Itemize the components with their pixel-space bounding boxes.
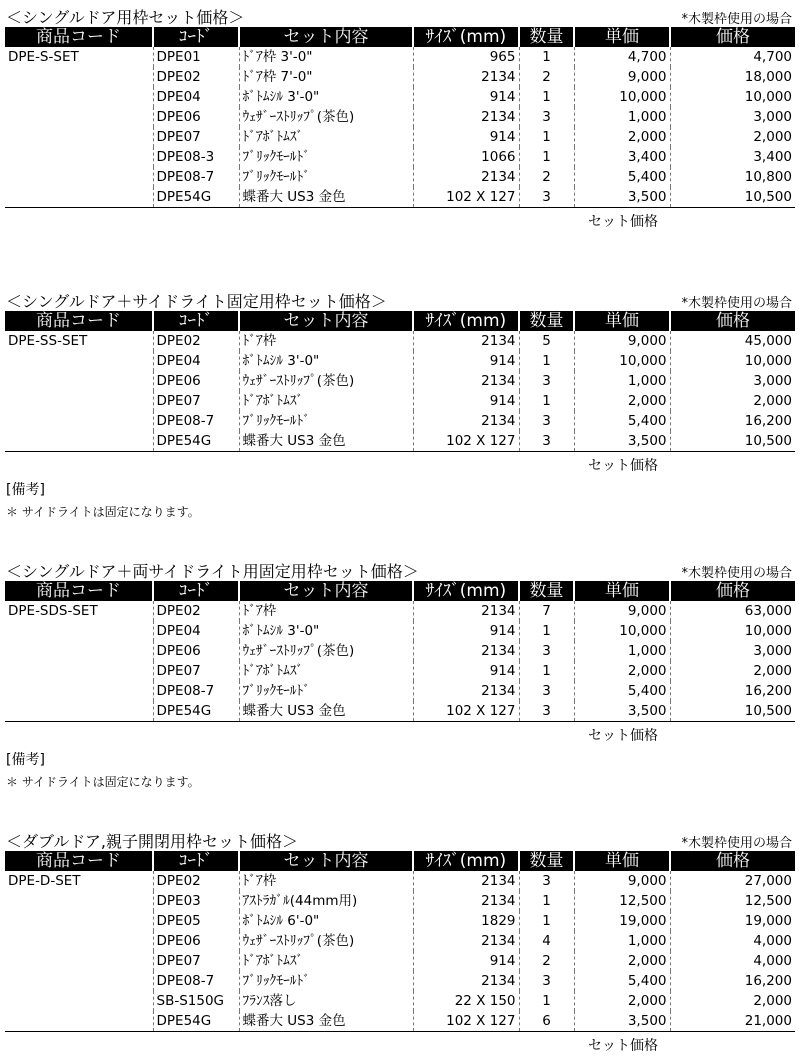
unit-price-header: 単価 [574, 311, 670, 331]
price-table [5, 27, 795, 208]
section-title: ＜ダブルドア,親子開閉用枠セット価格＞ [6, 832, 298, 851]
code-cell: DPE54G [153, 431, 239, 452]
content-header: セット内容 [239, 581, 413, 601]
table-row [5, 187, 795, 208]
qty-cell: 1 [519, 127, 574, 147]
product-code-cell [5, 431, 153, 452]
qty-cell: 3 [519, 107, 574, 127]
size-cell: 2134 [413, 371, 519, 391]
price-cell: 18,000 [670, 67, 795, 87]
qty-header: 数量 [519, 581, 574, 601]
unit-price-cell: 2,000 [574, 127, 670, 147]
table-row [5, 871, 795, 891]
size-header: ｻｲｽﾞ(mm) [413, 581, 519, 601]
size-cell: 2134 [413, 331, 519, 351]
product-code-cell [5, 641, 153, 661]
price-cell: 3,000 [670, 371, 795, 391]
unit-price-cell: 5,400 [574, 167, 670, 187]
code-cell: DPE02 [153, 331, 239, 351]
set-total-label: セット価格 [588, 1038, 658, 1054]
table-header [5, 581, 795, 601]
product-code-cell [5, 951, 153, 971]
unit-price-cell: 3,500 [574, 187, 670, 208]
unit-price-cell: 10,000 [574, 351, 670, 371]
content-cell: ｳｪｻﾞｰｽﾄﾘｯﾌﾟ(茶色) [239, 107, 413, 127]
price-cell: 12,500 [670, 891, 795, 911]
price-cell: 63,000 [670, 601, 795, 621]
content-cell: ｳｪｻﾞｰｽﾄﾘｯﾌﾟ(茶色) [239, 931, 413, 951]
content-cell: ﾌﾞﾘｯｸﾓｰﾙﾄﾞ [239, 167, 413, 187]
content-cell: ﾄﾞｱﾎﾞﾄﾑｽﾞ [239, 661, 413, 681]
product-code-cell: DPE-SDS-SET [8, 603, 98, 619]
size-cell: 2134 [413, 167, 519, 187]
qty-cell: 3 [519, 641, 574, 661]
wood-frame-note: *木製枠使用の場合 [681, 296, 792, 311]
content-cell: ﾄﾞｱ枠 [239, 871, 413, 891]
content-cell: ﾄﾞｱﾎﾞﾄﾑｽﾞ [239, 391, 413, 411]
size-cell: 914 [413, 661, 519, 681]
product-code-cell [5, 371, 153, 391]
table-row [5, 971, 795, 991]
unit-price-cell: 10,000 [574, 621, 670, 641]
price-cell: 2,000 [670, 661, 795, 681]
qty-cell: 3 [519, 701, 574, 722]
unit-price-header: 単価 [574, 851, 670, 871]
table-row [5, 371, 795, 391]
content-header: セット内容 [239, 311, 413, 331]
qty-cell: 1 [519, 911, 574, 931]
code-cell: DPE07 [153, 951, 239, 971]
qty-cell: 1 [519, 147, 574, 167]
table-header [5, 851, 795, 871]
table-row [5, 431, 795, 452]
wood-frame-note: *木製枠使用の場合 [681, 566, 792, 581]
qty-cell: 1 [519, 47, 574, 67]
code-cell: DPE06 [153, 641, 239, 661]
product-code-cell [5, 391, 153, 411]
size-cell: 914 [413, 391, 519, 411]
unit-price-cell: 3,400 [574, 147, 670, 167]
table-row [5, 891, 795, 911]
product-code-cell [5, 681, 153, 701]
unit-price-cell: 10,000 [574, 87, 670, 107]
size-cell: 1066 [413, 147, 519, 167]
unit-price-cell: 4,700 [574, 47, 670, 67]
product-code-cell [5, 87, 153, 107]
size-cell: 965 [413, 47, 519, 67]
content-cell: ﾄﾞｱ枠 [239, 601, 413, 621]
table-row [5, 127, 795, 147]
product-code-cell [5, 1011, 153, 1032]
unit-price-cell: 3,500 [574, 1011, 670, 1032]
code-cell: DPE07 [153, 391, 239, 411]
product-code-header: 商品コード [5, 311, 153, 331]
table-row [5, 931, 795, 951]
price-cell: 21,000 [670, 1011, 795, 1032]
qty-cell: 4 [519, 931, 574, 951]
price-cell: 10,000 [670, 621, 795, 641]
content-cell: ﾄﾞｱﾎﾞﾄﾑｽﾞ [239, 951, 413, 971]
content-cell: ﾌﾗﾝｽ落し [239, 991, 413, 1011]
size-cell: 914 [413, 127, 519, 147]
content-cell: ﾌﾞﾘｯｸﾓｰﾙﾄﾞ [239, 971, 413, 991]
size-cell: 2134 [413, 107, 519, 127]
product-code-cell [5, 911, 153, 931]
section-title: ＜シングルドア＋サイドライト固定用枠セット価格＞ [6, 292, 387, 311]
qty-cell: 1 [519, 621, 574, 641]
table-row [5, 621, 795, 641]
content-cell: ﾄﾞｱ枠 3'-0" [239, 47, 413, 67]
price-cell: 10,500 [670, 187, 795, 208]
price-cell: 3,000 [670, 641, 795, 661]
product-code-header: 商品コード [5, 851, 153, 871]
code-cell: DPE02 [153, 601, 239, 621]
product-code-cell: DPE-S-SET [8, 49, 79, 65]
size-cell: 2134 [413, 411, 519, 431]
price-cell: 2,000 [670, 391, 795, 411]
qty-cell: 1 [519, 661, 574, 681]
size-cell: 102 X 127 [413, 1011, 519, 1032]
product-code-cell [5, 971, 153, 991]
qty-cell: 3 [519, 871, 574, 891]
remarks-note: ＊ サイドライトは固定になります。 [6, 775, 200, 789]
size-header: ｻｲｽﾞ(mm) [413, 851, 519, 871]
code-header: ｺｰﾄﾞ [153, 851, 239, 871]
set-total-label: セット価格 [588, 214, 658, 230]
unit-price-cell: 12,500 [574, 891, 670, 911]
qty-cell: 2 [519, 951, 574, 971]
unit-price-cell: 5,400 [574, 971, 670, 991]
table-row [5, 87, 795, 107]
product-code-cell [5, 351, 153, 371]
table-row [5, 951, 795, 971]
unit-price-cell: 1,000 [574, 107, 670, 127]
unit-price-cell: 19,000 [574, 911, 670, 931]
price-cell: 16,200 [670, 971, 795, 991]
price-cell: 16,200 [670, 681, 795, 701]
price-header: 価格 [670, 27, 795, 47]
code-header: ｺｰﾄﾞ [153, 581, 239, 601]
size-header: ｻｲｽﾞ(mm) [413, 27, 519, 47]
product-code-cell [5, 701, 153, 722]
code-cell: DPE04 [153, 621, 239, 641]
table-row [5, 661, 795, 681]
product-code-cell [5, 147, 153, 167]
wood-frame-note: *木製枠使用の場合 [681, 12, 792, 27]
content-cell: 蝶番大 US3 金色 [239, 187, 413, 208]
size-cell: 2134 [413, 681, 519, 701]
code-cell: DPE02 [153, 67, 239, 87]
qty-cell: 3 [519, 411, 574, 431]
product-code-cell [5, 411, 153, 431]
table-row [5, 701, 795, 722]
product-code-cell [5, 187, 153, 208]
size-cell: 914 [413, 351, 519, 371]
price-header: 価格 [670, 311, 795, 331]
code-cell: DPE06 [153, 107, 239, 127]
code-cell: DPE04 [153, 87, 239, 107]
content-cell: ﾄﾞｱ枠 [239, 331, 413, 351]
table-row [5, 411, 795, 431]
content-cell: ﾎﾞﾄﾑｼﾙ 3'-0" [239, 621, 413, 641]
remarks [6, 749, 200, 790]
table-row [5, 641, 795, 661]
unit-price-cell: 1,000 [574, 931, 670, 951]
size-cell: 2134 [413, 601, 519, 621]
content-cell: ﾌﾞﾘｯｸﾓｰﾙﾄﾞ [239, 681, 413, 701]
price-header: 価格 [670, 851, 795, 871]
code-cell: DPE03 [153, 891, 239, 911]
content-cell: ﾎﾞﾄﾑｼﾙ 6'-0" [239, 911, 413, 931]
content-cell: ﾄﾞｱ枠 7'-0" [239, 67, 413, 87]
size-cell: 102 X 127 [413, 701, 519, 722]
code-cell: DPE08-7 [153, 681, 239, 701]
qty-cell: 1 [519, 391, 574, 411]
table-row [5, 991, 795, 1011]
remarks-note: ＊ サイドライトは固定になります。 [6, 505, 200, 519]
price-cell: 10,500 [670, 431, 795, 452]
code-cell: DPE02 [153, 871, 239, 891]
size-cell: 2134 [413, 641, 519, 661]
code-cell: DPE06 [153, 371, 239, 391]
code-cell: DPE04 [153, 351, 239, 371]
price-cell: 10,000 [670, 351, 795, 371]
qty-cell: 5 [519, 331, 574, 351]
price-table [5, 851, 795, 1032]
price-cell: 19,000 [670, 911, 795, 931]
qty-header: 数量 [519, 311, 574, 331]
qty-header: 数量 [519, 27, 574, 47]
price-cell: 10,000 [670, 87, 795, 107]
qty-cell: 1 [519, 351, 574, 371]
unit-price-cell: 3,500 [574, 701, 670, 722]
unit-price-cell: 1,000 [574, 641, 670, 661]
size-cell: 2134 [413, 67, 519, 87]
size-cell: 102 X 127 [413, 187, 519, 208]
content-header: セット内容 [239, 851, 413, 871]
qty-cell: 3 [519, 371, 574, 391]
unit-price-cell: 2,000 [574, 661, 670, 681]
qty-cell: 7 [519, 601, 574, 621]
size-cell: 2134 [413, 891, 519, 911]
qty-cell: 3 [519, 187, 574, 208]
product-code-cell [5, 107, 153, 127]
table-row [5, 1011, 795, 1032]
size-cell: 1829 [413, 911, 519, 931]
size-cell: 2134 [413, 971, 519, 991]
wood-frame-note: *木製枠使用の場合 [681, 836, 792, 851]
code-cell: DPE07 [153, 661, 239, 681]
size-cell: 22 X 150 [413, 991, 519, 1011]
code-cell: DPE08-7 [153, 167, 239, 187]
unit-price-cell: 1,000 [574, 371, 670, 391]
product-code-cell [5, 621, 153, 641]
price-header: 価格 [670, 581, 795, 601]
product-code-cell: DPE-D-SET [8, 873, 81, 889]
unit-price-cell: 2,000 [574, 991, 670, 1011]
content-cell: ﾎﾞﾄﾑｼﾙ 3'-0" [239, 87, 413, 107]
content-cell: ｱｽﾄﾗｶﾞﾙ(44mm用) [239, 891, 413, 911]
unit-price-cell: 9,000 [574, 601, 670, 621]
set-total-label: セット価格 [588, 458, 658, 474]
content-cell: ﾌﾞﾘｯｸﾓｰﾙﾄﾞ [239, 411, 413, 431]
product-code-cell [5, 891, 153, 911]
price-table [5, 581, 795, 722]
product-code-cell [5, 67, 153, 87]
qty-cell: 1 [519, 87, 574, 107]
unit-price-cell: 2,000 [574, 951, 670, 971]
table-row [5, 167, 795, 187]
table-header [5, 27, 795, 47]
section-title: ＜シングルドア＋両サイドライト用固定用枠セット価格＞ [6, 562, 419, 581]
remarks [6, 479, 200, 520]
qty-cell: 3 [519, 971, 574, 991]
content-cell: ｳｪｻﾞｰｽﾄﾘｯﾌﾟ(茶色) [239, 371, 413, 391]
unit-price-cell: 3,500 [574, 431, 670, 452]
table-row [5, 681, 795, 701]
product-code-cell [5, 127, 153, 147]
code-cell: DPE08-7 [153, 411, 239, 431]
qty-cell: 2 [519, 167, 574, 187]
code-cell: DPE08-7 [153, 971, 239, 991]
product-code-cell: DPE-SS-SET [8, 333, 88, 349]
content-header: セット内容 [239, 27, 413, 47]
unit-price-cell: 9,000 [574, 871, 670, 891]
table-row [5, 351, 795, 371]
code-cell: SB-S150G [153, 991, 239, 1011]
code-cell: DPE08-3 [153, 147, 239, 167]
unit-price-cell: 9,000 [574, 67, 670, 87]
unit-price-cell: 9,000 [574, 331, 670, 351]
code-cell: DPE01 [153, 47, 239, 67]
price-cell: 16,200 [670, 411, 795, 431]
unit-price-cell: 5,400 [574, 681, 670, 701]
unit-price-cell: 5,400 [574, 411, 670, 431]
code-cell: DPE54G [153, 187, 239, 208]
code-cell: DPE06 [153, 931, 239, 951]
content-cell: ﾎﾞﾄﾑｼﾙ 3'-0" [239, 351, 413, 371]
unit-price-header: 単価 [574, 27, 670, 47]
table-row [5, 911, 795, 931]
code-cell: DPE54G [153, 701, 239, 722]
unit-price-header: 単価 [574, 581, 670, 601]
qty-cell: 1 [519, 991, 574, 1011]
content-cell: ｳｪｻﾞｰｽﾄﾘｯﾌﾟ(茶色) [239, 641, 413, 661]
product-code-cell [5, 991, 153, 1011]
content-cell: 蝶番大 US3 金色 [239, 701, 413, 722]
size-cell: 102 X 127 [413, 431, 519, 452]
remarks-title: [備考] [6, 752, 45, 768]
code-cell: DPE07 [153, 127, 239, 147]
price-cell: 4,700 [670, 47, 795, 67]
size-cell: 2134 [413, 871, 519, 891]
product-code-cell [5, 931, 153, 951]
section-title: ＜シングルドア用枠セット価格＞ [6, 8, 245, 27]
size-cell: 2134 [413, 931, 519, 951]
table-row [5, 147, 795, 167]
price-cell: 2,000 [670, 127, 795, 147]
price-table [5, 311, 795, 452]
code-cell: DPE05 [153, 911, 239, 931]
table-row [5, 67, 795, 87]
content-cell: ﾌﾞﾘｯｸﾓｰﾙﾄﾞ [239, 147, 413, 167]
qty-cell: 6 [519, 1011, 574, 1032]
price-cell: 10,500 [670, 701, 795, 722]
qty-cell: 3 [519, 681, 574, 701]
product-code-cell [5, 661, 153, 681]
size-cell: 914 [413, 951, 519, 971]
size-cell: 914 [413, 621, 519, 641]
table-row [5, 47, 795, 67]
unit-price-cell: 2,000 [574, 391, 670, 411]
table-row [5, 107, 795, 127]
price-cell: 4,000 [670, 931, 795, 951]
product-code-cell [5, 167, 153, 187]
price-cell: 4,000 [670, 951, 795, 971]
qty-cell: 2 [519, 67, 574, 87]
product-code-header: 商品コード [5, 27, 153, 47]
size-header: ｻｲｽﾞ(mm) [413, 311, 519, 331]
qty-cell: 3 [519, 431, 574, 452]
content-cell: 蝶番大 US3 金色 [239, 431, 413, 452]
set-total-label: セット価格 [588, 728, 658, 744]
price-cell: 10,800 [670, 167, 795, 187]
price-cell: 3,400 [670, 147, 795, 167]
price-cell: 2,000 [670, 991, 795, 1011]
remarks-title: [備考] [6, 482, 45, 498]
content-cell: 蝶番大 US3 金色 [239, 1011, 413, 1032]
content-cell: ﾄﾞｱﾎﾞﾄﾑｽﾞ [239, 127, 413, 147]
qty-header: 数量 [519, 851, 574, 871]
code-header: ｺｰﾄﾞ [153, 27, 239, 47]
product-code-header: 商品コード [5, 581, 153, 601]
price-cell: 3,000 [670, 107, 795, 127]
price-cell: 27,000 [670, 871, 795, 891]
price-cell: 45,000 [670, 331, 795, 351]
size-cell: 914 [413, 87, 519, 107]
qty-cell: 1 [519, 891, 574, 911]
table-row [5, 601, 795, 621]
code-cell: DPE54G [153, 1011, 239, 1032]
table-row [5, 391, 795, 411]
code-header: ｺｰﾄﾞ [153, 311, 239, 331]
table-row [5, 331, 795, 351]
table-header [5, 311, 795, 331]
